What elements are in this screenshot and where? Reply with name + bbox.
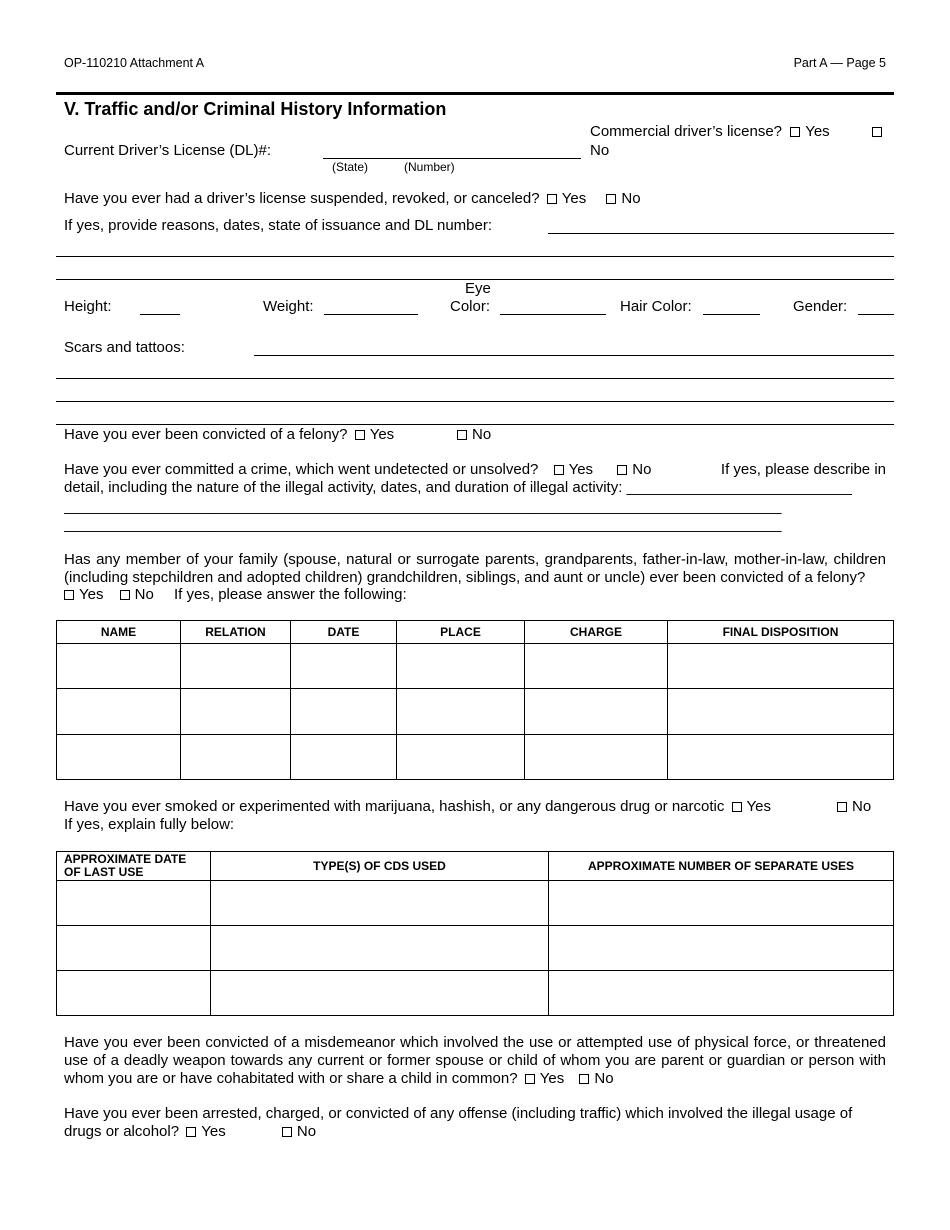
misdemeanor-yes-label: Yes xyxy=(539,1070,565,1087)
dl-number-field[interactable] xyxy=(323,158,581,159)
table-cell[interactable] xyxy=(668,735,894,780)
table-cell[interactable] xyxy=(397,735,525,780)
table-row xyxy=(57,689,894,735)
family-felony-table xyxy=(56,620,894,780)
eye-color-label-line1: Eye xyxy=(465,280,491,297)
felony-no-option xyxy=(457,426,491,444)
column-header-final-disposition: FINAL DISPOSITION xyxy=(668,621,894,644)
family-yes-label: Yes xyxy=(79,586,104,603)
cdl-yes-label: Yes xyxy=(805,123,830,140)
felony-yes-label: Yes xyxy=(369,426,395,443)
crime-detail-prompt xyxy=(64,479,852,497)
weight-field[interactable] xyxy=(324,314,418,315)
misdemeanor-question-label: Have you ever been convicted of a misdemeanor which involved the use or attempted use of physical force, or threatened use of a deadly weapon towards any current or former spouse or child of whom you are parent or guardian or person with whom you are or have cohabitated with or share a child in common? xyxy=(64,1034,886,1087)
weight-label: Weight: xyxy=(263,298,314,315)
table-cell[interactable] xyxy=(57,881,211,926)
cdl-question xyxy=(590,123,830,141)
table-cell[interactable] xyxy=(549,926,894,971)
table-cell[interactable] xyxy=(181,735,291,780)
suspended-yes-label: Yes xyxy=(561,190,587,207)
table-cell[interactable] xyxy=(181,644,291,689)
table-cell[interactable] xyxy=(57,644,181,689)
table-cell[interactable] xyxy=(57,735,181,780)
family-yes-checkbox[interactable] xyxy=(64,590,74,600)
crime-if-yes-label: If yes, please describe in xyxy=(720,461,886,478)
height-label: Height: xyxy=(64,298,112,315)
scars-tattoos-line-2[interactable] xyxy=(56,378,894,379)
arrest-question-label: Have you ever been arrested, charged, or convicted of any offense (including traffic) which involved the illegal usage of drugs or alcohol? xyxy=(64,1105,853,1140)
table-cell[interactable] xyxy=(525,644,668,689)
table-row xyxy=(57,735,894,780)
hair-color-label: Hair Color: xyxy=(620,298,692,315)
family-question: Has any member of your family (spouse, natural or surrogate parents, grandparents, father-in-law, mother-in-law, children (including stepchildren and adopted children) grandchildren, siblings, and aunt or uncle) ever been convicted of a felony? xyxy=(64,551,886,586)
crime-no-checkbox[interactable] xyxy=(617,465,627,475)
eye-color-field[interactable] xyxy=(500,314,606,315)
section-title: V. Traffic and/or Criminal History Information xyxy=(64,99,447,119)
felony-question-label: Have you ever been convicted of a felony? xyxy=(64,426,348,443)
table-cell[interactable] xyxy=(291,644,397,689)
scars-tattoos-label: Scars and tattoos: xyxy=(64,339,185,356)
suspended-question-label: Have you ever had a driver’s license suspended, revoked, or canceled? xyxy=(64,190,540,207)
drug-question-label: Have you ever smoked or experimented with marijuana, hashish, or any dangerous drug or narcotic xyxy=(64,798,725,815)
drug-yes-checkbox[interactable] xyxy=(732,802,742,812)
table-row xyxy=(57,644,894,689)
arrest-no-checkbox[interactable] xyxy=(282,1127,292,1137)
crime-question xyxy=(64,461,886,479)
table-cell[interactable] xyxy=(549,881,894,926)
height-field[interactable] xyxy=(140,314,180,315)
document-id: OP-110210 Attachment A xyxy=(64,56,205,70)
column-header-separate-uses: APPROXIMATE NUMBER OF SEPARATE USES xyxy=(549,852,894,881)
crime-detail-line-2[interactable]: ______________________________________________________________________________________ xyxy=(64,498,782,515)
suspended-reasons-field[interactable] xyxy=(548,233,894,234)
gender-field[interactable] xyxy=(858,314,894,315)
suspended-question xyxy=(64,190,641,208)
cdl-yes-checkbox[interactable] xyxy=(790,127,800,137)
hair-color-field[interactable] xyxy=(703,314,760,315)
crime-yes-label: Yes xyxy=(568,461,594,478)
drug-no-checkbox[interactable] xyxy=(837,802,847,812)
cdl-no-checkbox[interactable] xyxy=(872,127,882,137)
table-cell[interactable] xyxy=(57,926,211,971)
dl-label: Current Driver’s License (DL)#: xyxy=(64,142,272,159)
arrest-no-label: No xyxy=(296,1123,317,1140)
table-row xyxy=(57,971,894,1016)
arrest-question xyxy=(64,1105,886,1141)
column-header-date-last-use-line1: APPROXIMATE DATE xyxy=(64,852,187,866)
dl-state-caption: (State) xyxy=(332,160,369,174)
family-no-checkbox[interactable] xyxy=(120,590,130,600)
table-row xyxy=(57,926,894,971)
column-header-date-last-use xyxy=(57,852,211,881)
table-cell[interactable] xyxy=(291,689,397,735)
family-table-header-row xyxy=(57,621,894,644)
dl-number-caption: (Number) xyxy=(404,160,455,174)
drug-yes-label: Yes xyxy=(746,798,772,815)
drug-table-header-row xyxy=(57,852,894,881)
table-row xyxy=(57,881,894,926)
table-cell[interactable] xyxy=(668,689,894,735)
cdl-question-label: Commercial driver’s license? xyxy=(590,123,783,140)
table-cell[interactable] xyxy=(57,689,181,735)
suspended-no-label: No xyxy=(621,190,641,207)
crime-detail-field[interactable]: ___________________________ xyxy=(626,479,852,496)
cdl-no-label: No xyxy=(590,142,610,159)
drug-use-table xyxy=(56,851,894,1016)
family-options xyxy=(64,586,407,604)
table-cell[interactable] xyxy=(668,644,894,689)
table-cell[interactable] xyxy=(211,881,549,926)
column-header-charge: CHARGE xyxy=(525,621,668,644)
table-cell[interactable] xyxy=(181,689,291,735)
column-header-relation: RELATION xyxy=(181,621,291,644)
table-cell[interactable] xyxy=(211,926,549,971)
table-cell[interactable] xyxy=(525,735,668,780)
table-cell[interactable] xyxy=(291,735,397,780)
crime-yes-checkbox[interactable] xyxy=(554,465,564,475)
drug-no-label: No xyxy=(852,798,872,815)
column-header-date: DATE xyxy=(291,621,397,644)
table-cell[interactable] xyxy=(525,689,668,735)
column-header-place: PLACE xyxy=(397,621,525,644)
crime-question-label: Have you ever committed a crime, which went undetected or unsolved? xyxy=(64,461,539,478)
section-rule xyxy=(56,92,894,95)
gender-label: Gender: xyxy=(793,298,848,315)
crime-detail-line-3[interactable]: ______________________________________________________________________________________ xyxy=(64,516,782,533)
scars-tattoos-line-4[interactable] xyxy=(56,424,894,425)
misdemeanor-question xyxy=(64,1034,886,1088)
felony-no-checkbox[interactable] xyxy=(457,430,467,440)
table-cell[interactable] xyxy=(397,689,525,735)
suspended-reasons-label: If yes, provide reasons, dates, state of issuance and DL number: xyxy=(64,217,493,234)
suspended-yes-checkbox[interactable] xyxy=(547,194,557,204)
crime-no-label: No xyxy=(632,461,652,478)
arrest-yes-checkbox[interactable] xyxy=(186,1127,196,1137)
column-header-cds-types: TYPE(S) OF CDS USED xyxy=(211,852,549,881)
table-cell[interactable] xyxy=(397,644,525,689)
page-reference: Part A — Page 5 xyxy=(793,56,886,70)
drug-question xyxy=(64,798,771,816)
family-no-label: No xyxy=(134,586,154,603)
eye-color-label-line2: Color: xyxy=(450,298,491,315)
misdemeanor-no-checkbox[interactable] xyxy=(579,1074,589,1084)
drug-no-option xyxy=(837,798,871,816)
table-cell[interactable] xyxy=(549,971,894,1016)
column-header-name: NAME xyxy=(57,621,181,644)
misdemeanor-no-label: No xyxy=(594,1070,614,1087)
misdemeanor-yes-checkbox[interactable] xyxy=(525,1074,535,1084)
suspended-reasons-line-2[interactable] xyxy=(56,256,894,257)
felony-no-label: No xyxy=(472,426,492,443)
felony-yes-checkbox[interactable] xyxy=(355,430,365,440)
family-if-yes-label: If yes, please answer the following: xyxy=(174,586,407,603)
column-header-date-last-use-line2: OF LAST USE xyxy=(64,865,144,879)
arrest-yes-label: Yes xyxy=(201,1123,226,1140)
drug-explain-label: If yes, explain fully below: xyxy=(64,816,235,833)
scars-tattoos-field[interactable] xyxy=(254,355,894,356)
felony-question xyxy=(64,426,394,444)
crime-detail-label: detail, including the nature of the illegal activity, dates, and duration of illegal activity: xyxy=(64,479,623,496)
table-cell[interactable] xyxy=(57,971,211,1016)
scars-tattoos-line-3[interactable] xyxy=(56,401,894,402)
table-cell[interactable] xyxy=(211,971,549,1016)
suspended-no-checkbox[interactable] xyxy=(606,194,616,204)
